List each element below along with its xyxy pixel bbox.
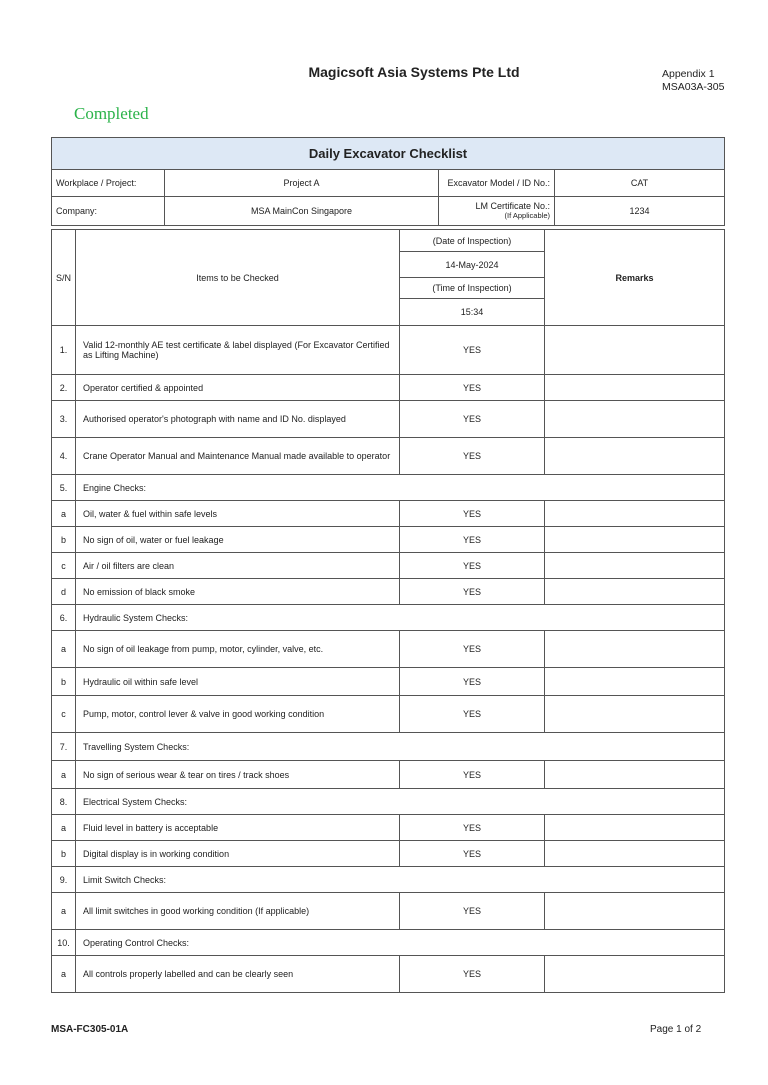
row-remarks [545,326,725,375]
row-remarks [545,527,725,553]
row-status: YES [400,815,545,841]
row-sn: 9. [52,867,76,893]
row-sn: a [52,956,76,993]
checklist-table [51,229,725,993]
row-sn: c [52,553,76,579]
row-remarks [545,893,725,930]
checklist-rows [52,326,725,993]
row-sn: b [52,841,76,867]
section-title: Limit Switch Checks: [76,867,725,893]
column-sn: S/N [52,230,76,326]
row-sn: a [52,501,76,527]
row-remarks [545,501,725,527]
row-remarks [545,668,725,696]
row-item: Crane Operator Manual and Maintenance Manual made available to operator [76,438,400,475]
row-remarks [545,631,725,668]
row-item: Hydraulic oil within safe level [76,668,400,696]
row-sn: b [52,668,76,696]
table-row [52,326,725,375]
row-item: Operator certified & appointed [76,375,400,401]
row-item: All controls properly labelled and can be clearly seen [76,956,400,993]
row-sn: 2. [52,375,76,401]
row-remarks [545,553,725,579]
row-item: No sign of serious wear & tear on tires / track shoes [76,761,400,789]
row-sn: d [52,579,76,605]
section-row [52,789,725,815]
status-completed: Completed [74,104,149,123]
appendix-label: Appendix 1 [662,68,715,80]
row-sn: 7. [52,733,76,761]
row-status: YES [400,761,545,789]
company-label: Company: [52,197,165,226]
company-value: MSA MainCon Singapore [165,197,439,226]
table-row [52,401,725,438]
section-row [52,733,725,761]
row-remarks [545,375,725,401]
lm-certificate-label: LM Certificate No.: [475,201,550,211]
row-status: YES [400,841,545,867]
row-status: YES [400,668,545,696]
section-title: Engine Checks: [76,475,725,501]
table-row [52,956,725,993]
table-row [52,501,725,527]
section-title: Hydraulic System Checks: [76,605,725,631]
table-row [52,696,725,733]
row-item: Fluid level in battery is acceptable [76,815,400,841]
form-title: Daily Excavator Checklist [52,138,725,170]
row-item: No sign of oil, water or fuel leakage [76,527,400,553]
table-row [52,438,725,475]
row-sn: a [52,631,76,668]
row-sn: 4. [52,438,76,475]
table-row [52,631,725,668]
row-sn: 10. [52,930,76,956]
lm-certificate-cell [439,197,555,226]
table-row [52,893,725,930]
row-remarks [545,696,725,733]
date-label: (Date of Inspection) [400,230,545,252]
footer-form-code: MSA-FC305-01A [51,1024,129,1035]
row-item: Authorised operator's photograph with name and ID No. displayed [76,401,400,438]
section-row [52,867,725,893]
row-item: Air / oil filters are clean [76,553,400,579]
row-remarks [545,841,725,867]
row-item: Pump, motor, control lever & valve in good working condition [76,696,400,733]
lm-certificate-value: 1234 [555,197,725,226]
row-item: No emission of black smoke [76,579,400,605]
section-title: Electrical System Checks: [76,789,725,815]
section-row [52,475,725,501]
row-remarks [545,761,725,789]
column-remarks: Remarks [545,230,725,326]
row-sn: 1. [52,326,76,375]
row-status: YES [400,631,545,668]
row-sn: c [52,696,76,733]
row-status: YES [400,401,545,438]
row-sn: a [52,761,76,789]
appendix-block [662,68,724,94]
table-row [52,579,725,605]
workplace-label: Workplace / Project: [52,170,165,197]
section-title: Travelling System Checks: [76,733,725,761]
company-name: Magicsoft Asia Systems Pte Ltd [308,64,520,80]
row-item: Digital display is in working condition [76,841,400,867]
row-remarks [545,956,725,993]
column-items: Items to be Checked [76,230,400,326]
row-sn: 6. [52,605,76,631]
workplace-value: Project A [165,170,439,197]
time-label: (Time of Inspection) [400,278,545,299]
row-sn: a [52,893,76,930]
row-status: YES [400,326,545,375]
form-header-table [51,137,725,226]
table-row [52,815,725,841]
table-row [52,527,725,553]
table-row [52,761,725,789]
row-remarks [545,579,725,605]
row-sn: 3. [52,401,76,438]
row-sn: b [52,527,76,553]
row-status: YES [400,438,545,475]
row-status: YES [400,527,545,553]
row-item: No sign of oil leakage from pump, motor, cylinder, valve, etc. [76,631,400,668]
row-item: All limit switches in good working condition (If applicable) [76,893,400,930]
row-sn: 5. [52,475,76,501]
model-value: CAT [555,170,725,197]
row-remarks [545,815,725,841]
section-row [52,930,725,956]
row-remarks [545,438,725,475]
section-row [52,605,725,631]
form-reference: MSA03A-305 [662,81,725,93]
row-sn: 8. [52,789,76,815]
table-row [52,553,725,579]
table-row [52,668,725,696]
time-value: 15:34 [400,299,545,326]
row-status: YES [400,956,545,993]
row-item: Oil, water & fuel within safe levels [76,501,400,527]
footer-page-number: Page 1 of 2 [650,1024,702,1035]
row-status: YES [400,375,545,401]
row-status: YES [400,553,545,579]
row-remarks [545,401,725,438]
lm-certificate-sub: (If Applicable) [504,211,550,220]
row-item: Valid 12-monthly AE test certificate & label displayed (For Excavator Certified as Lifting Machine) [76,326,400,375]
table-row [52,841,725,867]
date-value: 14-May-2024 [400,252,545,278]
table-row [52,375,725,401]
row-status: YES [400,696,545,733]
row-status: YES [400,893,545,930]
row-sn: a [52,815,76,841]
row-status: YES [400,579,545,605]
model-label: Excavator Model / ID No.: [439,170,555,197]
section-title: Operating Control Checks: [76,930,725,956]
row-status: YES [400,501,545,527]
